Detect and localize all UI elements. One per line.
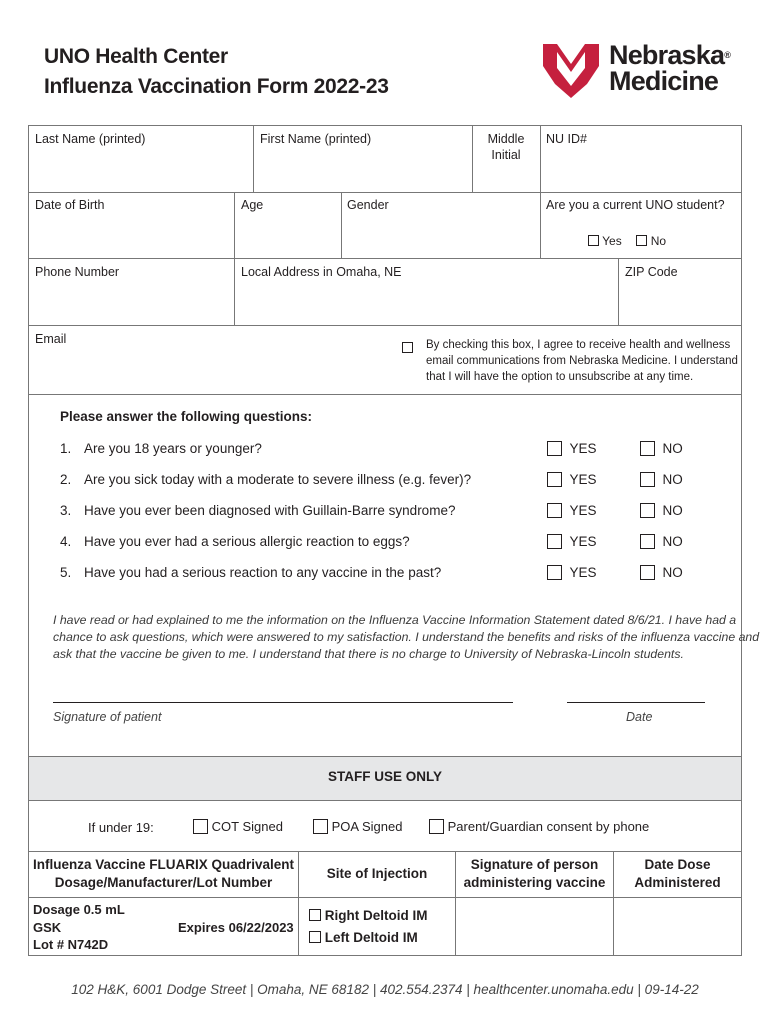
- question-yes-option: [547, 533, 597, 551]
- col-divider: [234, 192, 235, 258]
- consent-line-3: that I will have the option to unsubscribe at any time.: [426, 371, 694, 383]
- no-checkbox[interactable]: [640, 472, 655, 487]
- poa-label: POA Signed: [331, 819, 403, 834]
- question-yes-option: [547, 471, 597, 489]
- question-no-option: [640, 533, 683, 551]
- email-field[interactable]: Email: [35, 332, 67, 346]
- middle-label: Middle: [487, 132, 525, 146]
- consent-statement: [53, 612, 759, 663]
- no-label: NO: [662, 565, 683, 580]
- yes-checkbox[interactable]: [547, 503, 562, 518]
- statement-line-2: chance to ask questions, which were answered to my satisfaction. I understand the benefits and risks of the influenza vaccine and: [53, 630, 760, 644]
- cot-option: [193, 819, 283, 835]
- no-checkbox[interactable]: [640, 441, 655, 456]
- question-yes-option: [547, 564, 597, 582]
- question-text: Are you 18 years or younger?: [84, 441, 262, 456]
- logo-registered: ®: [724, 50, 731, 60]
- question-no-option: [640, 440, 683, 458]
- row-divider: [28, 851, 742, 852]
- left-deltoid-checkbox[interactable]: [309, 931, 321, 943]
- student-no-label: No: [650, 234, 667, 248]
- question-number: 1.: [60, 441, 72, 456]
- uno-student-question: Are you a current UNO student?: [546, 198, 725, 212]
- cot-label: COT Signed: [211, 819, 283, 834]
- staff-use-title: STAFF USE ONLY: [327, 769, 442, 784]
- col-divider: [341, 192, 342, 258]
- site-header: Site of Injection: [326, 866, 428, 881]
- title-line-2: Influenza Vaccination Form 2022-23: [44, 75, 389, 98]
- question-number: 5.: [60, 565, 72, 580]
- vaccine-header-line-1: Influenza Vaccine FLUARIX Quadrivalent: [32, 857, 295, 872]
- left-deltoid-label: Left Deltoid IM: [324, 930, 418, 945]
- nu-id-field[interactable]: NU ID#: [546, 132, 587, 146]
- no-label: NO: [662, 534, 683, 549]
- yes-checkbox[interactable]: [547, 565, 562, 580]
- dosage-value: Dosage 0.5 mL: [33, 902, 125, 917]
- first-name-field[interactable]: First Name (printed): [260, 132, 372, 146]
- yes-checkbox[interactable]: [547, 472, 562, 487]
- dob-field[interactable]: Date of Birth: [35, 198, 105, 212]
- row-divider: [28, 897, 742, 898]
- consent-text: [426, 337, 738, 385]
- row-divider: [28, 325, 742, 326]
- initial-label: Initial: [491, 148, 521, 162]
- right-deltoid-label: Right Deltoid IM: [324, 908, 428, 923]
- statement-line-3: ask that the vaccine be given to me. I understand that there is no charge to University of Nebraska-Lincoln students.: [53, 647, 684, 661]
- row-divider: [28, 258, 742, 259]
- left-deltoid-option: [309, 927, 428, 949]
- logo-line-2: Medicine: [609, 66, 719, 96]
- student-no-checkbox[interactable]: [636, 235, 647, 246]
- no-label: NO: [662, 441, 683, 456]
- yes-label: YES: [569, 441, 597, 456]
- question-yes-option: [547, 440, 597, 458]
- col-divider: [234, 258, 235, 325]
- no-checkbox[interactable]: [640, 534, 655, 549]
- signature-header: [456, 856, 613, 892]
- injection-site-options: [309, 905, 428, 949]
- if-under-label: If under 19:: [88, 820, 154, 835]
- middle-initial-field[interactable]: [474, 131, 538, 163]
- logo-line-1: Nebraska: [609, 40, 725, 70]
- logo-text: [609, 42, 730, 94]
- vaccine-header-line-2: Dosage/Manufacturer/Lot Number: [54, 875, 273, 890]
- consent-checkbox[interactable]: [402, 342, 413, 353]
- consent-line-1: By checking this box, I agree to receive health and wellness: [426, 339, 731, 351]
- yes-label: YES: [569, 534, 597, 549]
- student-yes-checkbox[interactable]: [588, 235, 599, 246]
- col-divider: [618, 258, 619, 325]
- date-line[interactable]: [567, 702, 705, 703]
- signature-label: Signature of patient: [53, 710, 162, 724]
- footer-contact: 102 H&K, 6001 Dodge Street | Omaha, NE 68182 | 402.554.2374 | healthcenter.unomaha.edu | 09-14-22: [71, 982, 699, 997]
- question-text: Have you had a serious reaction to any vaccine in the past?: [84, 565, 442, 580]
- question-no-option: [640, 502, 683, 520]
- question-number: 3.: [60, 503, 72, 518]
- yes-label: YES: [569, 472, 597, 487]
- patient-signature-line[interactable]: [53, 702, 513, 703]
- col-divider: [540, 125, 541, 192]
- no-checkbox[interactable]: [640, 565, 655, 580]
- no-checkbox[interactable]: [640, 503, 655, 518]
- age-field[interactable]: Age: [241, 198, 264, 212]
- right-deltoid-option: [309, 905, 428, 927]
- question-number: 2.: [60, 472, 72, 487]
- col-divider: [472, 125, 473, 192]
- zip-field[interactable]: ZIP Code: [625, 265, 678, 279]
- date-dose-header-line-1: Date Dose: [644, 857, 711, 872]
- vaccine-header: [29, 856, 298, 892]
- yes-checkbox[interactable]: [547, 441, 562, 456]
- questions-heading: Please answer the following questions:: [60, 409, 313, 424]
- parent-label: Parent/Guardian consent by phone: [447, 819, 650, 834]
- date-dose-header: [614, 856, 741, 892]
- consent-line-2: email communications from Nebraska Medicine. I understand: [426, 355, 738, 367]
- title-line-1: UNO Health Center: [44, 45, 228, 68]
- yes-label: YES: [569, 503, 597, 518]
- manufacturer-value: GSK: [33, 919, 62, 935]
- cot-checkbox[interactable]: [193, 819, 208, 834]
- gender-field[interactable]: Gender: [347, 198, 389, 212]
- poa-option: [313, 819, 402, 835]
- local-address-field[interactable]: Local Address in Omaha, NE: [241, 265, 402, 279]
- date-dose-header-line-2: Administered: [634, 875, 721, 890]
- col-divider: [540, 192, 541, 258]
- vaccine-details: [33, 901, 125, 954]
- row-divider: [28, 192, 742, 193]
- lot-value: Lot # N742D: [33, 937, 109, 952]
- nebraska-medicine-logo: [541, 40, 741, 102]
- row-divider: [28, 394, 742, 395]
- no-label: NO: [662, 503, 683, 518]
- question-number: 4.: [60, 534, 72, 549]
- uno-student-options: [588, 233, 666, 249]
- yes-label: YES: [569, 565, 597, 580]
- expires-value: Expires 06/22/2023: [178, 920, 294, 935]
- question-text: Are you sick today with a moderate to severe illness (e.g. fever)?: [84, 472, 472, 487]
- signature-header-line-2: administering vaccine: [463, 875, 606, 890]
- row-divider: [28, 800, 742, 801]
- last-name-field[interactable]: Last Name (printed): [35, 132, 146, 146]
- question-no-option: [640, 564, 683, 582]
- right-deltoid-checkbox[interactable]: [309, 909, 321, 921]
- question-text: Have you ever had a serious allergic reaction to eggs?: [84, 534, 410, 549]
- statement-line-1: I have read or had explained to me the information on the Influenza Vaccine Information Statement dated 8/6/21. I have had a: [53, 613, 737, 627]
- date-label: Date: [626, 710, 653, 724]
- question-yes-option: [547, 502, 597, 520]
- n-mark-icon: [541, 40, 601, 100]
- parent-option: [429, 819, 649, 835]
- student-yes-label: Yes: [602, 234, 622, 248]
- signature-header-line-1: Signature of person: [470, 857, 599, 872]
- phone-field[interactable]: Phone Number: [35, 265, 120, 279]
- poa-checkbox[interactable]: [313, 819, 328, 834]
- form-title: [44, 42, 389, 102]
- question-text: Have you ever been diagnosed with Guillain-Barre syndrome?: [84, 503, 456, 518]
- col-divider: [253, 125, 254, 192]
- question-no-option: [640, 471, 683, 489]
- parent-checkbox[interactable]: [429, 819, 444, 834]
- no-label: NO: [662, 472, 683, 487]
- yes-checkbox[interactable]: [547, 534, 562, 549]
